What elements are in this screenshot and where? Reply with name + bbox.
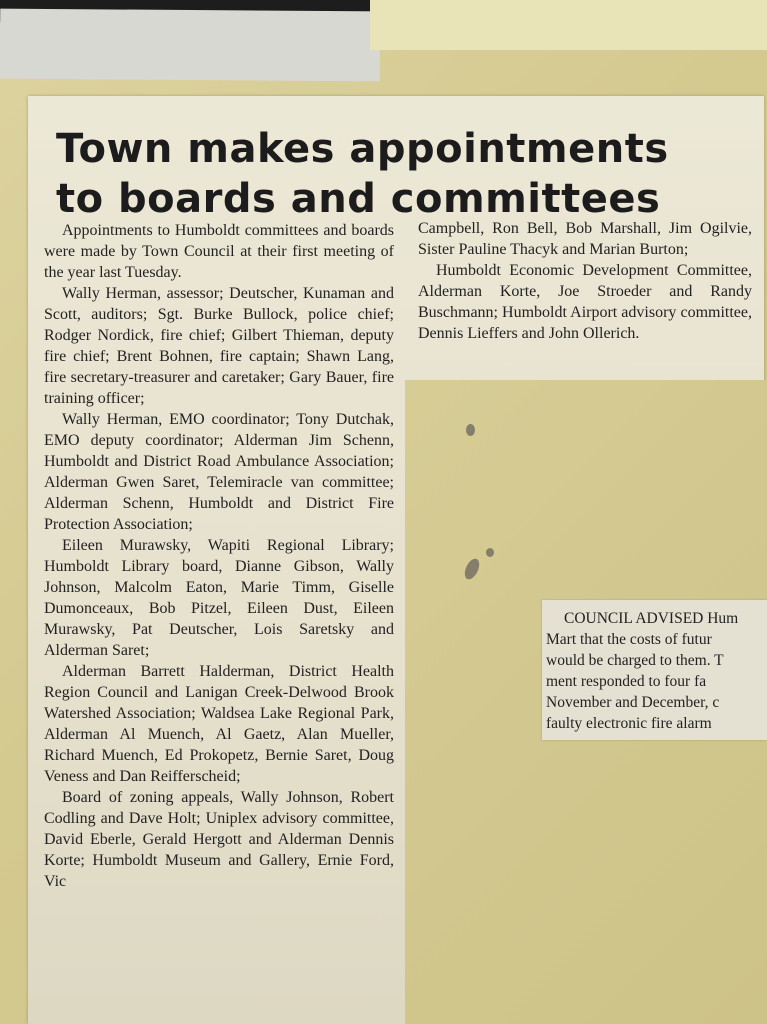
article-paragraph: Alderman Barrett Halderman, District Health Region Council and Lanigan Creek-Delwood Brook Watershed Association; Waldsea Lake Regional Park, Alderman Al Muench, Al Gaetz, Alan Mueller, Richard Muench, Ed Prokopetz, Bernie Saret, Doug Veness and Dan Reifferscheid; — [44, 663, 394, 785]
article-paragraph-continuation: Campbell, Ron Bell, Bob Marshall, Jim Ogilvie, Sister Pauline Thacyk and Marian Burton; — [418, 220, 752, 258]
article-left-column — [44, 220, 394, 892]
second-clipping-text — [546, 608, 767, 734]
clipping-line: COUNCIL ADVISED Hum — [564, 610, 739, 627]
article-paragraph: Board of zoning appeals, Wally Johnson, Robert Codling and Dave Holt; Uniplex advisory committee, David Eberle, Gerald Hergott and Alderman Dennis Korte; Humboldt Museum and Gallery, Ernie Ford, Vic — [44, 789, 394, 890]
clipping-line: November and December, c — [546, 694, 720, 711]
headline-line: Town makes appointments — [56, 126, 669, 172]
article-right-column — [418, 218, 752, 344]
article-paragraph: Wally Herman, EMO coordinator; Tony Dutchak, EMO deputy coordinator; Alderman Jim Schenn, Humboldt and District Road Ambulance Association; Alderman Gwen Saret, Telemiracle van committee; Alderman Schenn, Humboldt and District Fire Protection Association; — [44, 411, 394, 533]
ink-smudge — [486, 548, 494, 557]
clipping-line: would be charged to them. T — [546, 652, 724, 669]
headline-line: to boards and committees — [56, 176, 661, 222]
article-paragraph: Wally Herman, assessor; Deutscher, Kunaman and Scott, auditors; Sgt. Burke Bullock, police chief; Rodger Nordick, fire chief; Gilbert Thieman, deputy fire chief; Brent Bohnen, fire captain; Shawn Lang, fire secretary-treasurer and caretaker; Gary Bauer, fire training officer; — [44, 285, 394, 407]
overlapping-paper-scrap — [0, 9, 380, 82]
clipping-line: faulty electronic fire alarm — [546, 715, 712, 732]
clipping-line: ment responded to four fa — [546, 673, 707, 690]
second-newspaper-clipping — [542, 600, 767, 740]
article-paragraph: Eileen Murawsky, Wapiti Regional Library; Humboldt Library board, Dianne Gibson, Wally Johnson, Malcolm Eaton, Marie Timm, Giselle Dumonceaux, Bob Pitzel, Eileen Dust, Eileen Murawsky, Pat Deutscher, Lois Saretsky and Alderman Saret; — [44, 537, 394, 659]
article-paragraph: Appointments to Humboldt committees and boards were made by Town Council at their first meeting of the year last Tuesday. — [44, 222, 394, 281]
ink-smudge — [466, 424, 475, 436]
clipping-line: Mart that the costs of futur — [546, 631, 712, 648]
page-top-edge — [370, 0, 767, 50]
article-paragraph: Humboldt Economic Development Committee, Alderman Korte, Joe Stroeder and Randy Buschmann; Humboldt Airport advisory committee, Dennis Lieffers and John Ollerich. — [418, 262, 752, 342]
article-headline — [56, 124, 756, 224]
